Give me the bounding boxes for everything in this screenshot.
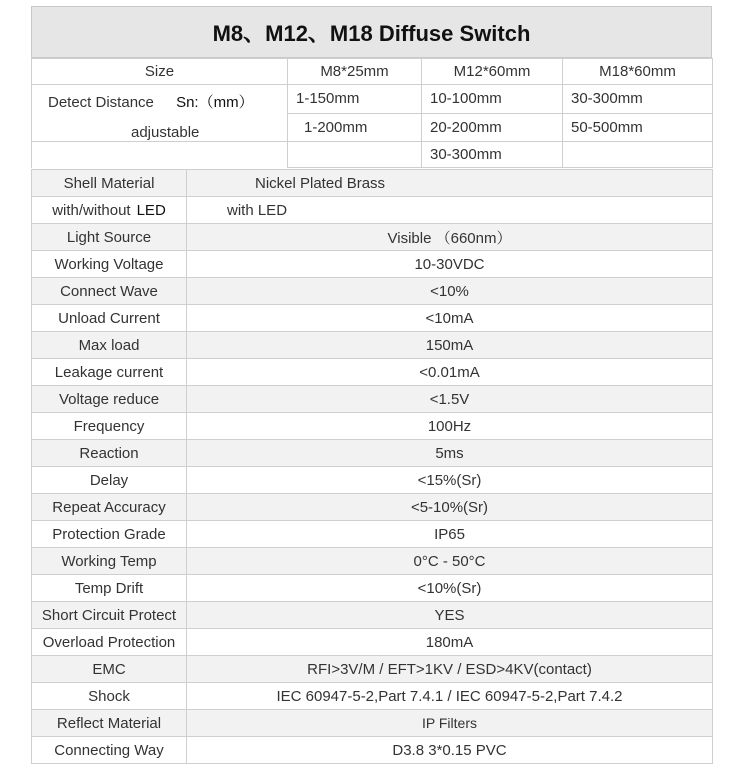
m8-adjustable-range: 1-200mm	[288, 113, 422, 142]
model-m12: M12*60mm	[422, 59, 563, 85]
spec-label: Working Voltage	[32, 251, 187, 278]
spec-value: Visible （660nm）	[187, 224, 713, 251]
spec-label: Leakage current	[32, 359, 187, 386]
spec-label: Repeat Accuracy	[32, 494, 187, 521]
spec-label: with/without	[52, 201, 131, 219]
spec-value: 180mA	[187, 629, 713, 656]
spec-value: <10%	[187, 278, 713, 305]
spec-label: Shell Material	[32, 170, 187, 197]
spec-row	[32, 656, 713, 683]
spec-value: 0°C - 50°C	[187, 548, 713, 575]
spec-value: 5ms	[187, 440, 713, 467]
spec-row	[32, 305, 713, 332]
spec-label-cell	[32, 197, 187, 224]
sn-label: Sn:（mm）	[176, 94, 254, 111]
spec-value: <1.5V	[187, 386, 713, 413]
spec-label-extra: LED	[136, 201, 166, 219]
spec-label: Unload Current	[32, 305, 187, 332]
spec-row	[32, 413, 713, 440]
spec-row	[32, 683, 713, 710]
spec-row	[32, 440, 713, 467]
spec-value: 100Hz	[187, 413, 713, 440]
size-label: Size	[32, 59, 288, 85]
spec-label: Connect Wave	[32, 278, 187, 305]
spec-value: <10mA	[187, 305, 713, 332]
spec-value: <0.01mA	[187, 359, 713, 386]
m12-extra-range: 30-300mm	[422, 142, 563, 168]
spec-label: Working Temp	[32, 548, 187, 575]
m18-adjustable-range: 50-500mm	[563, 113, 713, 142]
m12-fixed-range: 10-100mm	[422, 85, 563, 114]
spec-value: YES	[187, 602, 713, 629]
spec-table	[31, 169, 713, 764]
spec-value: RFI>3V/M / EFT>1KV / ESD>4KV(contact)	[187, 656, 713, 683]
spec-label: EMC	[32, 656, 187, 683]
m18-fixed-range: 30-300mm	[563, 85, 713, 114]
spec-value: <15%(Sr)	[187, 467, 713, 494]
adjustable-label: adjustable	[131, 124, 200, 141]
spec-row	[32, 737, 713, 764]
spec-row	[32, 629, 713, 656]
spec-value: IP65	[187, 521, 713, 548]
spec-row	[32, 224, 713, 251]
spec-label: Reaction	[32, 440, 187, 467]
spec-label: Temp Drift	[32, 575, 187, 602]
spec-row	[32, 197, 713, 224]
spec-sheet	[31, 6, 712, 764]
model-m18: M18*60mm	[563, 59, 713, 85]
spec-label: Protection Grade	[32, 521, 187, 548]
detect-distance-table	[31, 58, 713, 168]
spec-row	[32, 710, 713, 737]
model-m8: M8*25mm	[288, 59, 422, 85]
spec-value: IEC 60947-5-2,Part 7.4.1 / IEC 60947-5-2,Part 7.4.2	[187, 683, 713, 710]
detect-distance-label: Detect Distance	[48, 94, 154, 111]
spec-row	[32, 332, 713, 359]
spec-label: Max load	[32, 332, 187, 359]
spec-row	[32, 359, 713, 386]
spec-label: Light Source	[32, 224, 187, 251]
spec-row	[32, 521, 713, 548]
spec-row	[32, 548, 713, 575]
spec-label: Delay	[32, 467, 187, 494]
spec-row	[32, 494, 713, 521]
spec-value: with LED	[187, 197, 713, 224]
spec-row	[32, 278, 713, 305]
spec-label: Reflect Material	[32, 710, 187, 737]
spec-row	[32, 467, 713, 494]
spec-value: D3.8 3*0.15 PVC	[187, 737, 713, 764]
spec-value: Nickel Plated Brass	[187, 170, 713, 197]
m12-adjustable-range: 20-200mm	[422, 113, 563, 142]
spec-row	[32, 170, 713, 197]
spec-value: 10-30VDC	[187, 251, 713, 278]
spec-label: Shock	[32, 683, 187, 710]
spec-value: IP Filters	[187, 710, 713, 737]
spec-label: Short Circuit Protect	[32, 602, 187, 629]
spec-value: <5-10%(Sr)	[187, 494, 713, 521]
spec-value: 150mA	[187, 332, 713, 359]
spec-row	[32, 251, 713, 278]
detect-distance-cell	[32, 85, 288, 142]
spec-value: <10%(Sr)	[187, 575, 713, 602]
spec-row	[32, 602, 713, 629]
m8-fixed-range: 1-150mm	[288, 85, 422, 114]
sheet-title: M8、M12、M18 Diffuse Switch	[31, 6, 712, 58]
spec-row	[32, 386, 713, 413]
spec-label: Voltage reduce	[32, 386, 187, 413]
spec-label: Connecting Way	[32, 737, 187, 764]
spec-row	[32, 575, 713, 602]
spec-label: Frequency	[32, 413, 187, 440]
spec-label: Overload Protection	[32, 629, 187, 656]
